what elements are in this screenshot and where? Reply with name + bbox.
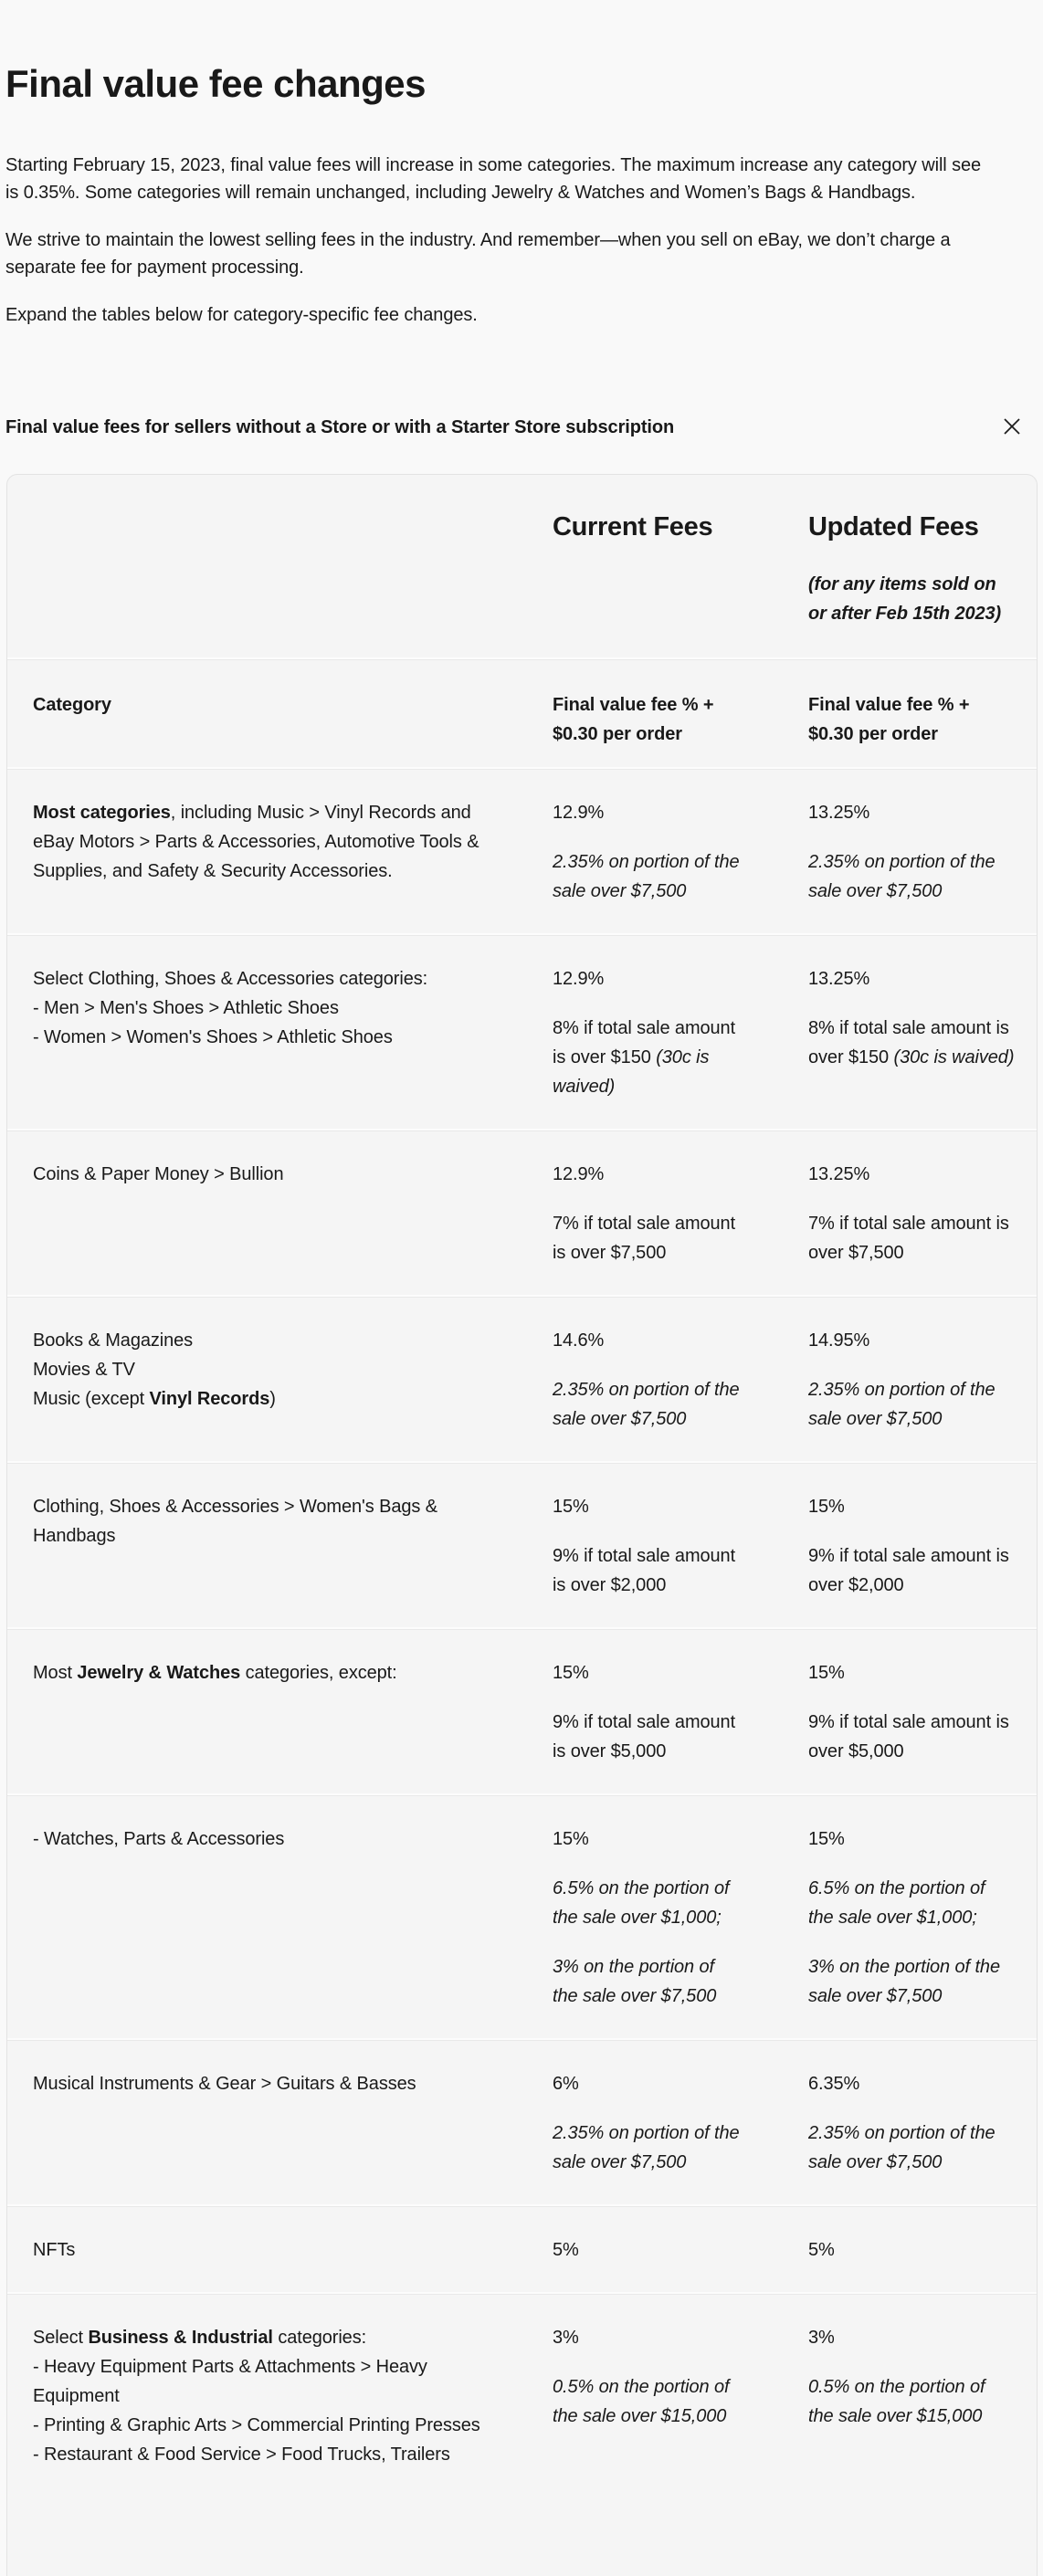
current-fees-cell <box>553 1492 808 1600</box>
intro-paragraph-2: We strive to maintain the lowest selling fees in the industry. And remember—when you sell on eBay, we don’t charge a separate fee for payment processing. <box>5 230 951 278</box>
fee-rate: 15% <box>553 1663 589 1683</box>
fee-note: 2.35% on portion of the sale over $7,500 <box>553 1380 740 1429</box>
fee-rate: 5% <box>553 2240 579 2260</box>
fee-note: 2.35% on portion of the sale over $7,500 <box>553 852 740 901</box>
updated-fees-note: (for any items sold on or after Feb 15th 2023) <box>808 574 1002 624</box>
fee-note: 3% on the portion of the sale over $7,500 <box>553 1957 717 2006</box>
fee-rate: 12.9% <box>553 803 605 823</box>
current-fees-cell <box>553 1658 808 1766</box>
fee-note: 8% if total sale amount is over $150 (30c is waived) <box>808 1018 1015 1067</box>
current-fees-cell <box>553 1326 808 1434</box>
fee-rate: 15% <box>553 1497 589 1517</box>
table-row <box>7 1295 1037 1461</box>
updated-fees-cell <box>808 2235 1027 2265</box>
category-line: Coins & Paper Money > Bullion <box>33 1164 284 1184</box>
category-line: - Printing & Graphic Arts > Commercial Printing Presses <box>33 2415 480 2435</box>
current-fees-cell <box>553 798 808 906</box>
close-icon <box>1001 415 1023 437</box>
updated-fees-cell <box>808 1492 1027 1600</box>
updated-fees-cell <box>808 2069 1027 2177</box>
category-cell <box>33 1326 553 1434</box>
category-line: - Heavy Equipment Parts & Attachments > Heavy Equipment <box>33 2357 427 2406</box>
close-button[interactable] <box>999 414 1025 439</box>
fee-note: 3% on the portion of the sale over $7,500 <box>808 1957 1000 2006</box>
updated-fees-header: Updated Fees <box>808 512 979 541</box>
intro-paragraph-3: Expand the tables below for category-specific fee changes. <box>5 305 478 325</box>
fee-rate: 3% <box>808 2328 835 2348</box>
fee-rate: 12.9% <box>553 969 605 989</box>
fee-note: 9% if total sale amount is over $2,000 <box>553 1546 736 1595</box>
table-row <box>7 767 1037 933</box>
category-cell <box>33 798 553 906</box>
current-fees-cell <box>553 2323 808 2469</box>
current-fees-cell <box>553 1160 808 1267</box>
fee-note: 2.35% on portion of the sale over $7,500 <box>808 852 996 901</box>
fee-note: 6.5% on the portion of the sale over $1,000; <box>808 1878 985 1928</box>
category-cell <box>33 2069 553 2177</box>
category-cell <box>33 1160 553 1267</box>
category-line: Most Jewelry & Watches categories, except: <box>33 1663 397 1683</box>
current-fees-cell <box>553 1824 808 2011</box>
category-line: Select Clothing, Shoes & Accessories categories: <box>33 969 428 989</box>
category-cell <box>33 964 553 1101</box>
updated-fees-cell <box>808 1160 1027 1267</box>
fee-note: 0.5% on the portion of the sale over $15,000 <box>808 2377 985 2426</box>
updated-fees-cell <box>808 1658 1027 1766</box>
intro-paragraph-1: Starting February 15, 2023, final value fees will increase in some categories. The maximum increase any category will see is 0.35%. Some categories will remain unchanged, including Jewelry & Watches and Women’s Bags & Handbags. <box>5 155 982 203</box>
accordion-header[interactable] <box>5 415 1038 440</box>
category-cell <box>33 1658 553 1766</box>
fee-note: 2.35% on portion of the sale over $7,500 <box>808 2123 996 2172</box>
fee-rate: 13.25% <box>808 969 870 989</box>
fee-note: 9% if total sale amount is over $5,000 <box>808 1712 1009 1761</box>
current-fees-header: Current Fees <box>553 512 713 541</box>
table-body <box>7 767 1037 2497</box>
category-cell <box>33 2235 553 2265</box>
updated-fees-cell <box>808 1326 1027 1434</box>
fee-note: 9% if total sale amount is over $2,000 <box>808 1546 1009 1595</box>
category-line: NFTs <box>33 2240 76 2260</box>
category-line: Music (except Vinyl Records) <box>33 1389 276 1409</box>
updated-fee-column-label: Final value fee % + $0.30 per order <box>808 695 970 744</box>
category-line: Select Business & Industrial categories: <box>33 2328 367 2348</box>
category-cell <box>33 1824 553 2011</box>
updated-fees-cell <box>808 1824 1027 2011</box>
table-row <box>7 2292 1037 2497</box>
fee-rate: 5% <box>808 2240 835 2260</box>
table-row <box>7 2204 1037 2292</box>
table-row <box>7 1793 1037 2038</box>
fee-rate: 6% <box>553 2074 579 2094</box>
updated-fees-cell <box>808 2323 1027 2469</box>
category-cell <box>33 2323 553 2469</box>
category-line: Movies & TV <box>33 1360 135 1380</box>
fee-note: 2.35% on portion of the sale over $7,500 <box>553 2123 740 2172</box>
category-line: Musical Instruments & Gear > Guitars & Basses <box>33 2074 416 2094</box>
table-row <box>7 1129 1037 1295</box>
fee-note: 2.35% on portion of the sale over $7,500 <box>808 1380 996 1429</box>
fee-rate: 15% <box>808 1497 845 1517</box>
fees-table <box>6 474 1038 2576</box>
category-line: - Restaurant & Food Service > Food Trucks, Trailers <box>33 2445 450 2465</box>
fee-note: 8% if total sale amount is over $150 (30c is waived) <box>553 1018 736 1097</box>
category-line: Most categories, including Music > Vinyl Records and eBay Motors > Parts & Accessories, Automotive Tools & Supplies, and Safety & Security Accessories. <box>33 803 479 881</box>
category-line: Clothing, Shoes & Accessories > Women's Bags & Handbags <box>33 1497 437 1546</box>
current-fee-column-label: Final value fee % + $0.30 per order <box>553 695 714 744</box>
table-header-row <box>7 475 1037 657</box>
updated-fees-cell <box>808 798 1027 906</box>
category-column-label: Category <box>33 695 111 715</box>
fee-note: 0.5% on the portion of the sale over $15,000 <box>553 2377 730 2426</box>
category-line: Books & Magazines <box>33 1330 194 1351</box>
table-row <box>7 1627 1037 1793</box>
fee-rate: 6.35% <box>808 2074 860 2094</box>
page-title: Final value fee changes <box>5 62 427 105</box>
fee-rate: 12.9% <box>553 1164 605 1184</box>
current-fees-cell <box>553 2069 808 2177</box>
fee-note: 9% if total sale amount is over $5,000 <box>553 1712 736 1761</box>
fee-rate: 14.6% <box>553 1330 605 1351</box>
table-subheader-row <box>7 657 1037 767</box>
fee-note: 7% if total sale amount is over $7,500 <box>808 1214 1009 1263</box>
table-row <box>7 2038 1037 2204</box>
updated-fees-cell <box>808 964 1027 1101</box>
fee-note: 6.5% on the portion of the sale over $1,000; <box>553 1878 730 1928</box>
fee-rate: 13.25% <box>808 803 870 823</box>
table-row <box>7 933 1037 1129</box>
fee-rate: 15% <box>808 1829 845 1849</box>
table-row <box>7 1461 1037 1627</box>
category-line: - Watches, Parts & Accessories <box>33 1829 285 1849</box>
current-fees-cell <box>553 2235 808 2265</box>
current-fees-cell <box>553 964 808 1101</box>
fee-rate: 14.95% <box>808 1330 870 1351</box>
fee-rate: 15% <box>808 1663 845 1683</box>
fee-rate: 15% <box>553 1829 589 1849</box>
category-line: - Men > Men's Shoes > Athletic Shoes <box>33 998 339 1018</box>
fee-note: 7% if total sale amount is over $7,500 <box>553 1214 736 1263</box>
accordion-title: Final value fees for sellers without a Store or with a Starter Store subscription <box>5 417 675 437</box>
category-cell <box>33 1492 553 1600</box>
category-line: - Women > Women's Shoes > Athletic Shoes <box>33 1027 393 1047</box>
fee-rate: 3% <box>553 2328 579 2348</box>
header-spacer <box>33 511 553 628</box>
fee-rate: 13.25% <box>808 1164 870 1184</box>
